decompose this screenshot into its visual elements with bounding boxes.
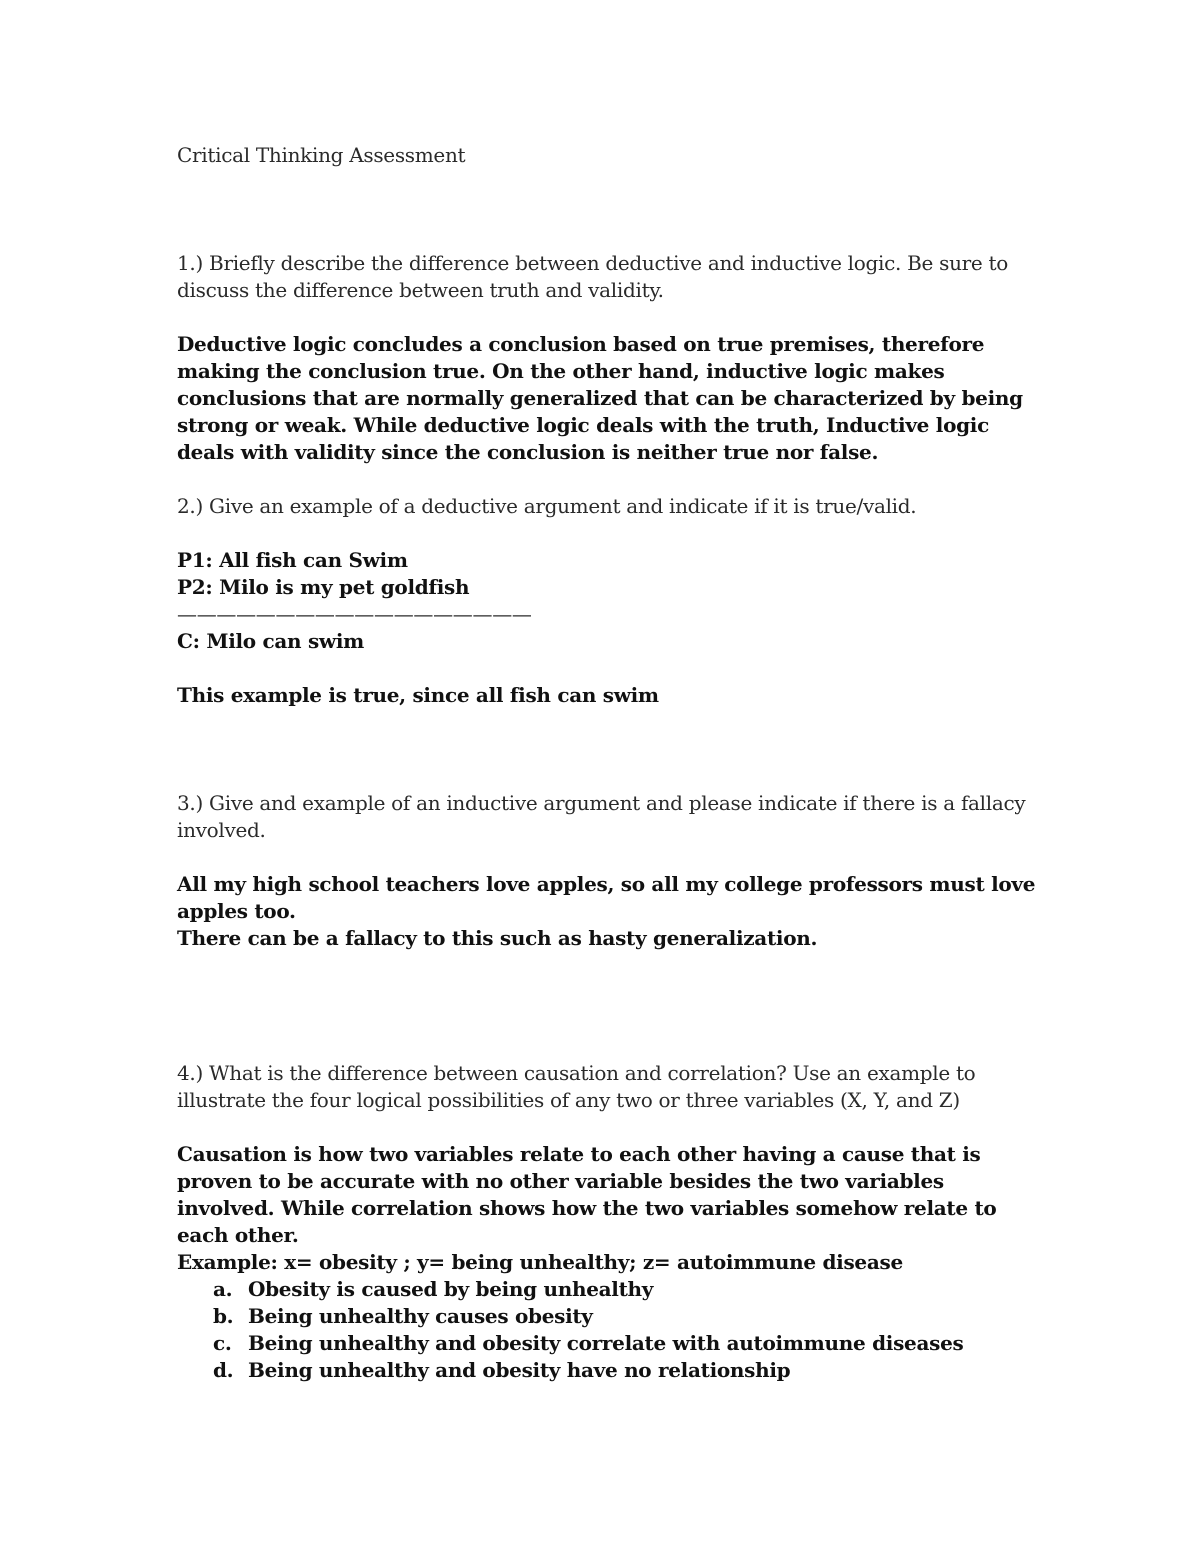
list-item-text: Being unhealthy and obesity correlate with autoimmune diseases <box>248 1331 964 1355</box>
premise-2: P2: Milo is my pet goldfish <box>177 575 470 599</box>
question-1: 1.) Briefly describe the difference between deductive and inductive logic. Be sure to discuss the difference between truth and validity. <box>177 251 1008 302</box>
question-3: 3.) Give and example of an inductive argument and please indicate if there is a fallacy involved. <box>177 791 1026 842</box>
answer-1: Deductive logic concludes a conclusion based on true premises, therefore making the conclusion true. On the other hand, inductive logic makes conclusions that are normally generalized that can be characterized by being strong or weak. While deductive logic deals with the truth, Inductive logic deals with validity since the conclusion is neither true nor false. <box>177 332 1023 464</box>
answer-3 <box>177 871 1037 952</box>
document-body <box>177 142 1037 1384</box>
answer-3-example: All my high school teachers love apples, so all my college professors must love apples too. <box>177 872 1036 923</box>
question-4: 4.) What is the difference between causation and correlation? Use an example to illustrate the four logical possibilities of any two or three variables (X, Y, and Z) <box>177 1061 976 1112</box>
answer-4-text: Causation is how two variables relate to each other having a cause that is proven to be accurate with no other variable besides the two variables involved. While correlation shows how the two variables somehow relate to each other. <box>177 1142 997 1247</box>
list-marker: d. <box>213 1358 234 1382</box>
answer-2-argument <box>177 547 1037 655</box>
answer-4 <box>177 1141 1037 1384</box>
list-marker: a. <box>213 1277 233 1301</box>
list-item-text: Being unhealthy causes obesity <box>248 1304 593 1328</box>
list-item <box>213 1357 1037 1384</box>
premise-1: P1: All fish can Swim <box>177 548 408 572</box>
list-item <box>213 1330 1037 1357</box>
list-item-text: Obesity is caused by being unhealthy <box>248 1277 654 1301</box>
list-item <box>213 1276 1037 1303</box>
answer-3-fallacy: There can be a fallacy to this such as hasty generalization. <box>177 926 818 950</box>
possibilities-list <box>177 1276 1037 1384</box>
list-item-text: Being unhealthy and obesity have no relationship <box>248 1358 791 1382</box>
document-title: Critical Thinking Assessment <box>177 143 466 167</box>
answer-4-example: Example: x= obesity ; y= being unhealthy; z= autoimmune disease <box>177 1250 903 1274</box>
conclusion: C: Milo can swim <box>177 629 364 653</box>
argument-divider: —————————————————— <box>177 602 532 626</box>
list-marker: c. <box>213 1331 232 1355</box>
answer-2-note: This example is true, since all fish can swim <box>177 683 659 707</box>
list-item <box>213 1303 1037 1330</box>
question-2: 2.) Give an example of a deductive argument and indicate if it is true/valid. <box>177 494 917 518</box>
list-marker: b. <box>213 1304 234 1328</box>
